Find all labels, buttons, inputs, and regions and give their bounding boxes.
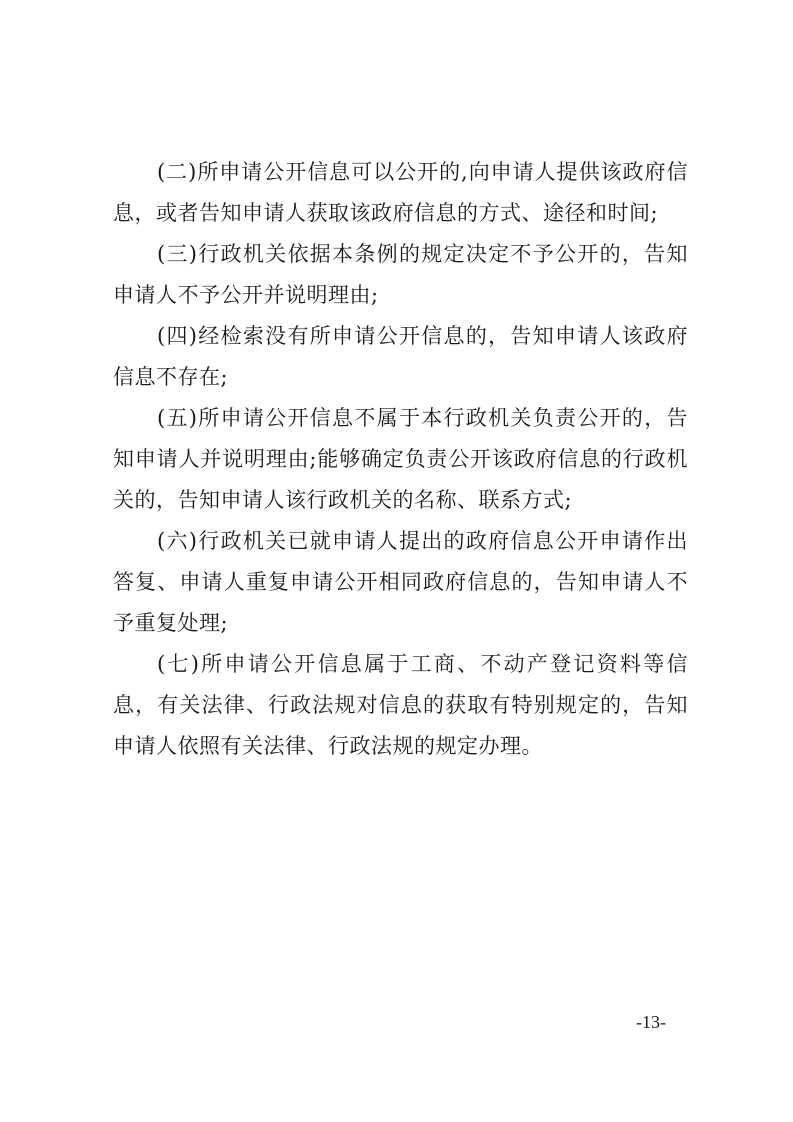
paragraph-item-5: (五)所申请公开信息不属于本行政机关负责公开的，告知申请人并说明理由;能够确定负责公开该政府信息的行政机关的，告知申请人该行政机关的名称、联系方式;	[113, 406, 688, 512]
document-body	[113, 152, 688, 767]
paragraph-item-6: (六)行政机关已就申请人提出的政府信息公开申请作出答复、申请人重复申请公开相同政府信息的，告知申请人不予重复处理;	[113, 529, 688, 635]
paragraph-item-7: (七)所申请公开信息属于工商、不动产登记资料等信息，有关法律、行政法规对信息的获取有特别规定的，告知申请人依照有关法律、行政法规的规定办理。	[113, 652, 688, 758]
paragraph-item-3: (三)行政机关依据本条例的规定决定不予公开的，告知申请人不予公开并说明理由;	[113, 242, 688, 307]
page-number: -13-	[636, 1012, 666, 1032]
paragraph-item-2: (二)所申请公开信息可以公开的,向申请人提供该政府信息，或者告知申请人获取该政府信息的方式、途径和时间;	[113, 160, 688, 225]
paragraph-item-4: (四)经检索没有所申请公开信息的，告知申请人该政府信息不存在;	[113, 324, 688, 389]
